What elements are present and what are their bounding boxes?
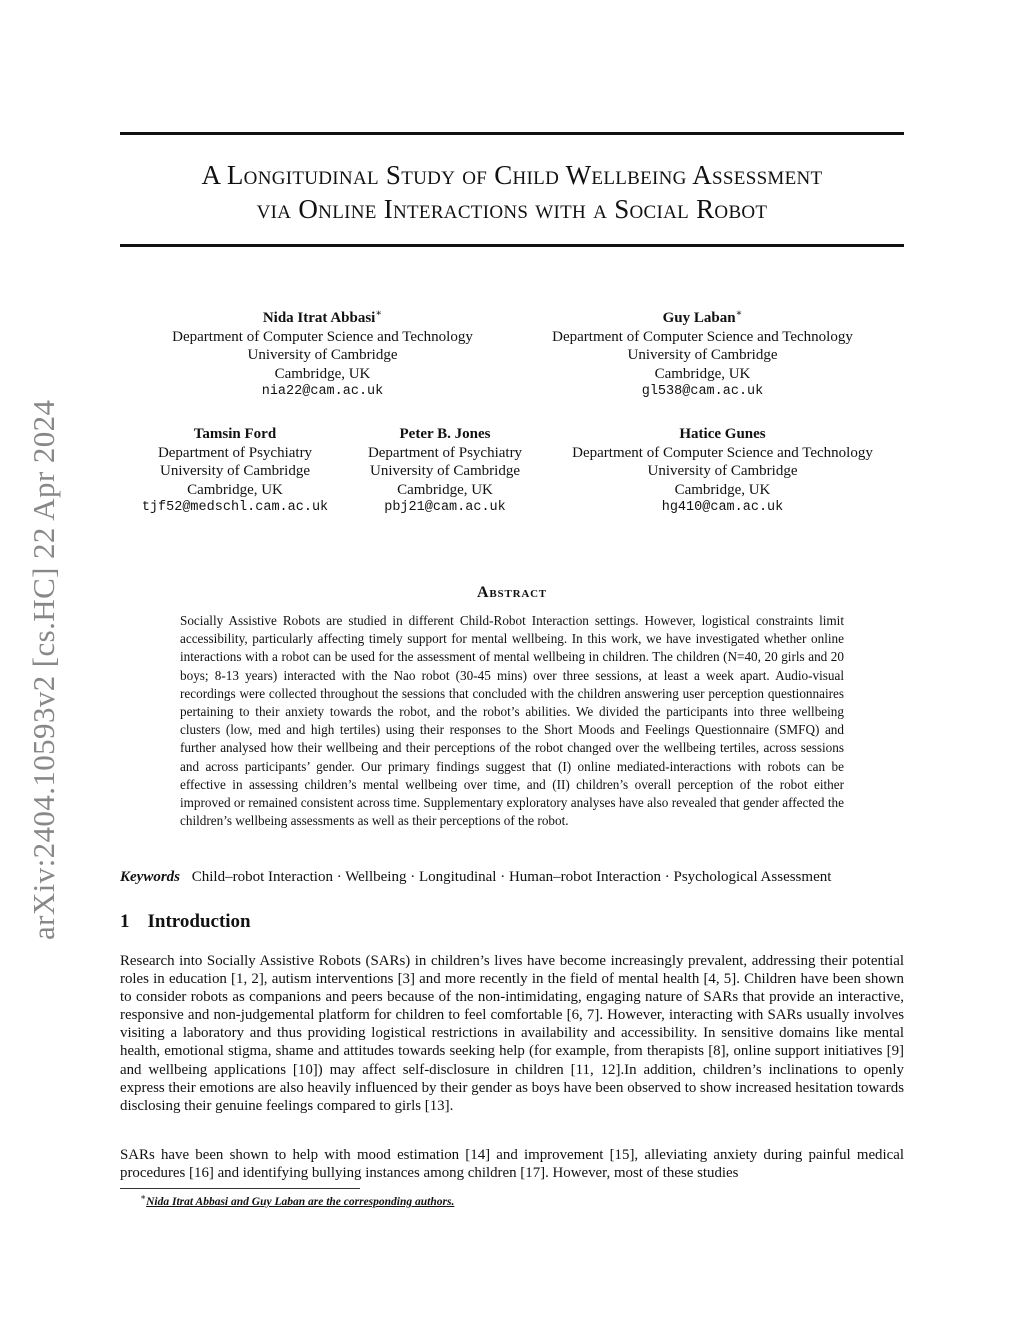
paper-title xyxy=(110,158,914,226)
author-department: Department of Computer Science and Technology xyxy=(572,444,873,461)
footnote xyxy=(140,1192,454,1208)
author-department: Department of Psychiatry xyxy=(157,444,313,461)
author-department: Department of Computer Science and Technology xyxy=(172,328,473,345)
author-name: Guy Laban xyxy=(662,310,736,326)
author-email[interactable]: hg410@cam.ac.uk xyxy=(661,500,784,515)
body-paragraph: SARs have been shown to help with mood estimation [14] and improvement [15], alleviating anxiety during painful medical procedures [16] and identifying bullying instances among children [17]. However, most of these studies xyxy=(120,1147,904,1182)
author-city: Cambridge, UK xyxy=(274,365,371,382)
abstract-heading: Abstract xyxy=(477,584,547,601)
author-department: Department of Psychiatry xyxy=(367,444,523,461)
title-line-1: A Longitudinal Study of Child Wellbeing Assessment xyxy=(201,160,823,190)
footnote-text: Nida Itrat Abbasi and Guy Laban are the corresponding authors. xyxy=(146,1195,455,1208)
author-name: Peter B. Jones xyxy=(399,426,491,442)
author-city: Cambridge, UK xyxy=(397,481,493,498)
keywords-list: Child–robot Interaction · Wellbeing · Longitudinal · Human–robot Interaction · Psychological Assessment xyxy=(191,869,832,885)
corresponding-mark: ∗ xyxy=(735,308,743,319)
section-number: 1 xyxy=(120,911,130,932)
author-city: Cambridge, UK xyxy=(654,365,751,382)
author-block xyxy=(545,425,900,518)
section-heading-introduction xyxy=(120,911,251,933)
author-university: University of Cambridge xyxy=(627,347,778,363)
title-rule-bottom xyxy=(120,244,904,247)
author-email[interactable]: tjf52@medschl.cam.ac.uk xyxy=(141,500,329,515)
author-university: University of Cambridge xyxy=(370,463,520,479)
section-title: Introduction xyxy=(147,911,251,932)
title-line-2: via Online Interactions with a Social Robot xyxy=(256,194,768,224)
corresponding-mark: ∗ xyxy=(375,308,383,319)
footnote-rule xyxy=(120,1188,360,1189)
author-city: Cambridge, UK xyxy=(674,481,771,498)
author-department: Department of Computer Science and Technology xyxy=(552,328,853,345)
author-university: University of Cambridge xyxy=(160,463,310,479)
arxiv-identifier: arXiv:2404.10593v2 [cs.HC] 22 Apr 2024 xyxy=(26,399,61,940)
author-block xyxy=(140,305,505,402)
author-block xyxy=(120,425,350,518)
footnote-mark: ∗ xyxy=(140,1192,147,1202)
author-university: University of Cambridge xyxy=(647,463,798,479)
abstract-text: Socially Assistive Robots are studied in different Child-Robot Interaction settings. However, logistical constraints limit accessibility, particularly affecting timely support for mental wellbeing. In this work, we have investigated whether online interactions with a robot can be used for the assessment of mental wellbeing in children. The children (N=40, 20 girls and 20 boys; 8-13 years) interacted with the Nao robot (30-45 mins) over three sessions, at least a week apart. Audio-visual recordings were collected throughout the sessions that concluded with the children answering user perception questionnaires pertaining to their anxiety towards the robot, and the robot’s abilities. We divided the participants into three wellbeing clusters (low, med and high tertiles) using their responses to the Short Moods and Feelings Questionnaire (SMFQ) and further analysed how their wellbeing and their perceptions of the robot changed over the wellbeing tertiles, across sessions and across participants’ gender. Our primary findings suggest that (I) online mediated-interactions with robots can be effective in assessing children’s mental wellbeing over time, and (II) children’s overall perception of the robot either improved or remained consistent across time. Supplementary exploratory analyses have also revealed that gender affected the children’s wellbeing assessments as well as their perceptions of the robot. xyxy=(180,613,844,829)
author-name: Nida Itrat Abbasi xyxy=(262,310,376,326)
author-name: Tamsin Ford xyxy=(193,426,277,442)
author-email[interactable]: pbj21@cam.ac.uk xyxy=(384,500,506,515)
keywords-label: Keywords xyxy=(120,869,180,885)
author-block xyxy=(345,425,545,518)
author-block xyxy=(520,305,885,402)
author-email[interactable]: nia22@cam.ac.uk xyxy=(261,384,384,399)
author-city: Cambridge, UK xyxy=(187,481,283,498)
body-paragraph: Research into Socially Assistive Robots (SARs) in children’s lives have become increasingly prevalent, addressing their potential roles in education [1, 2], autism interventions [3] and more recently in the field of mental health [4, 5]. Children have been shown to consider robots as companions and peers because of the non-intimidating, engaging nature of SARs that provide an interactive, responsive and non-judgemental platform for children to feel comfortable [6, 7]. However, interacting with SARs usually involves visiting a laboratory and thus providing logistical restrictions in availability and accessibility. In sensitive domains like mental health, emotional stigma, shame and attitudes towards seeking help (for example, from therapists [8], online support initiatives [9] and wellbeing applications [10]) may affect self-disclosure in children [11, 12].In addition, children’s inclinations to openly express their emotions are also heavily influenced by their gender as boys have been observed to show increased hesitation towards disclosing their genuine feelings compared to girls [13]. xyxy=(120,953,904,1114)
keywords-line xyxy=(120,868,904,886)
author-university: University of Cambridge xyxy=(247,347,398,363)
author-email[interactable]: gl538@cam.ac.uk xyxy=(641,384,764,399)
title-rule-top xyxy=(120,132,904,135)
author-name: Hatice Gunes xyxy=(679,426,766,442)
